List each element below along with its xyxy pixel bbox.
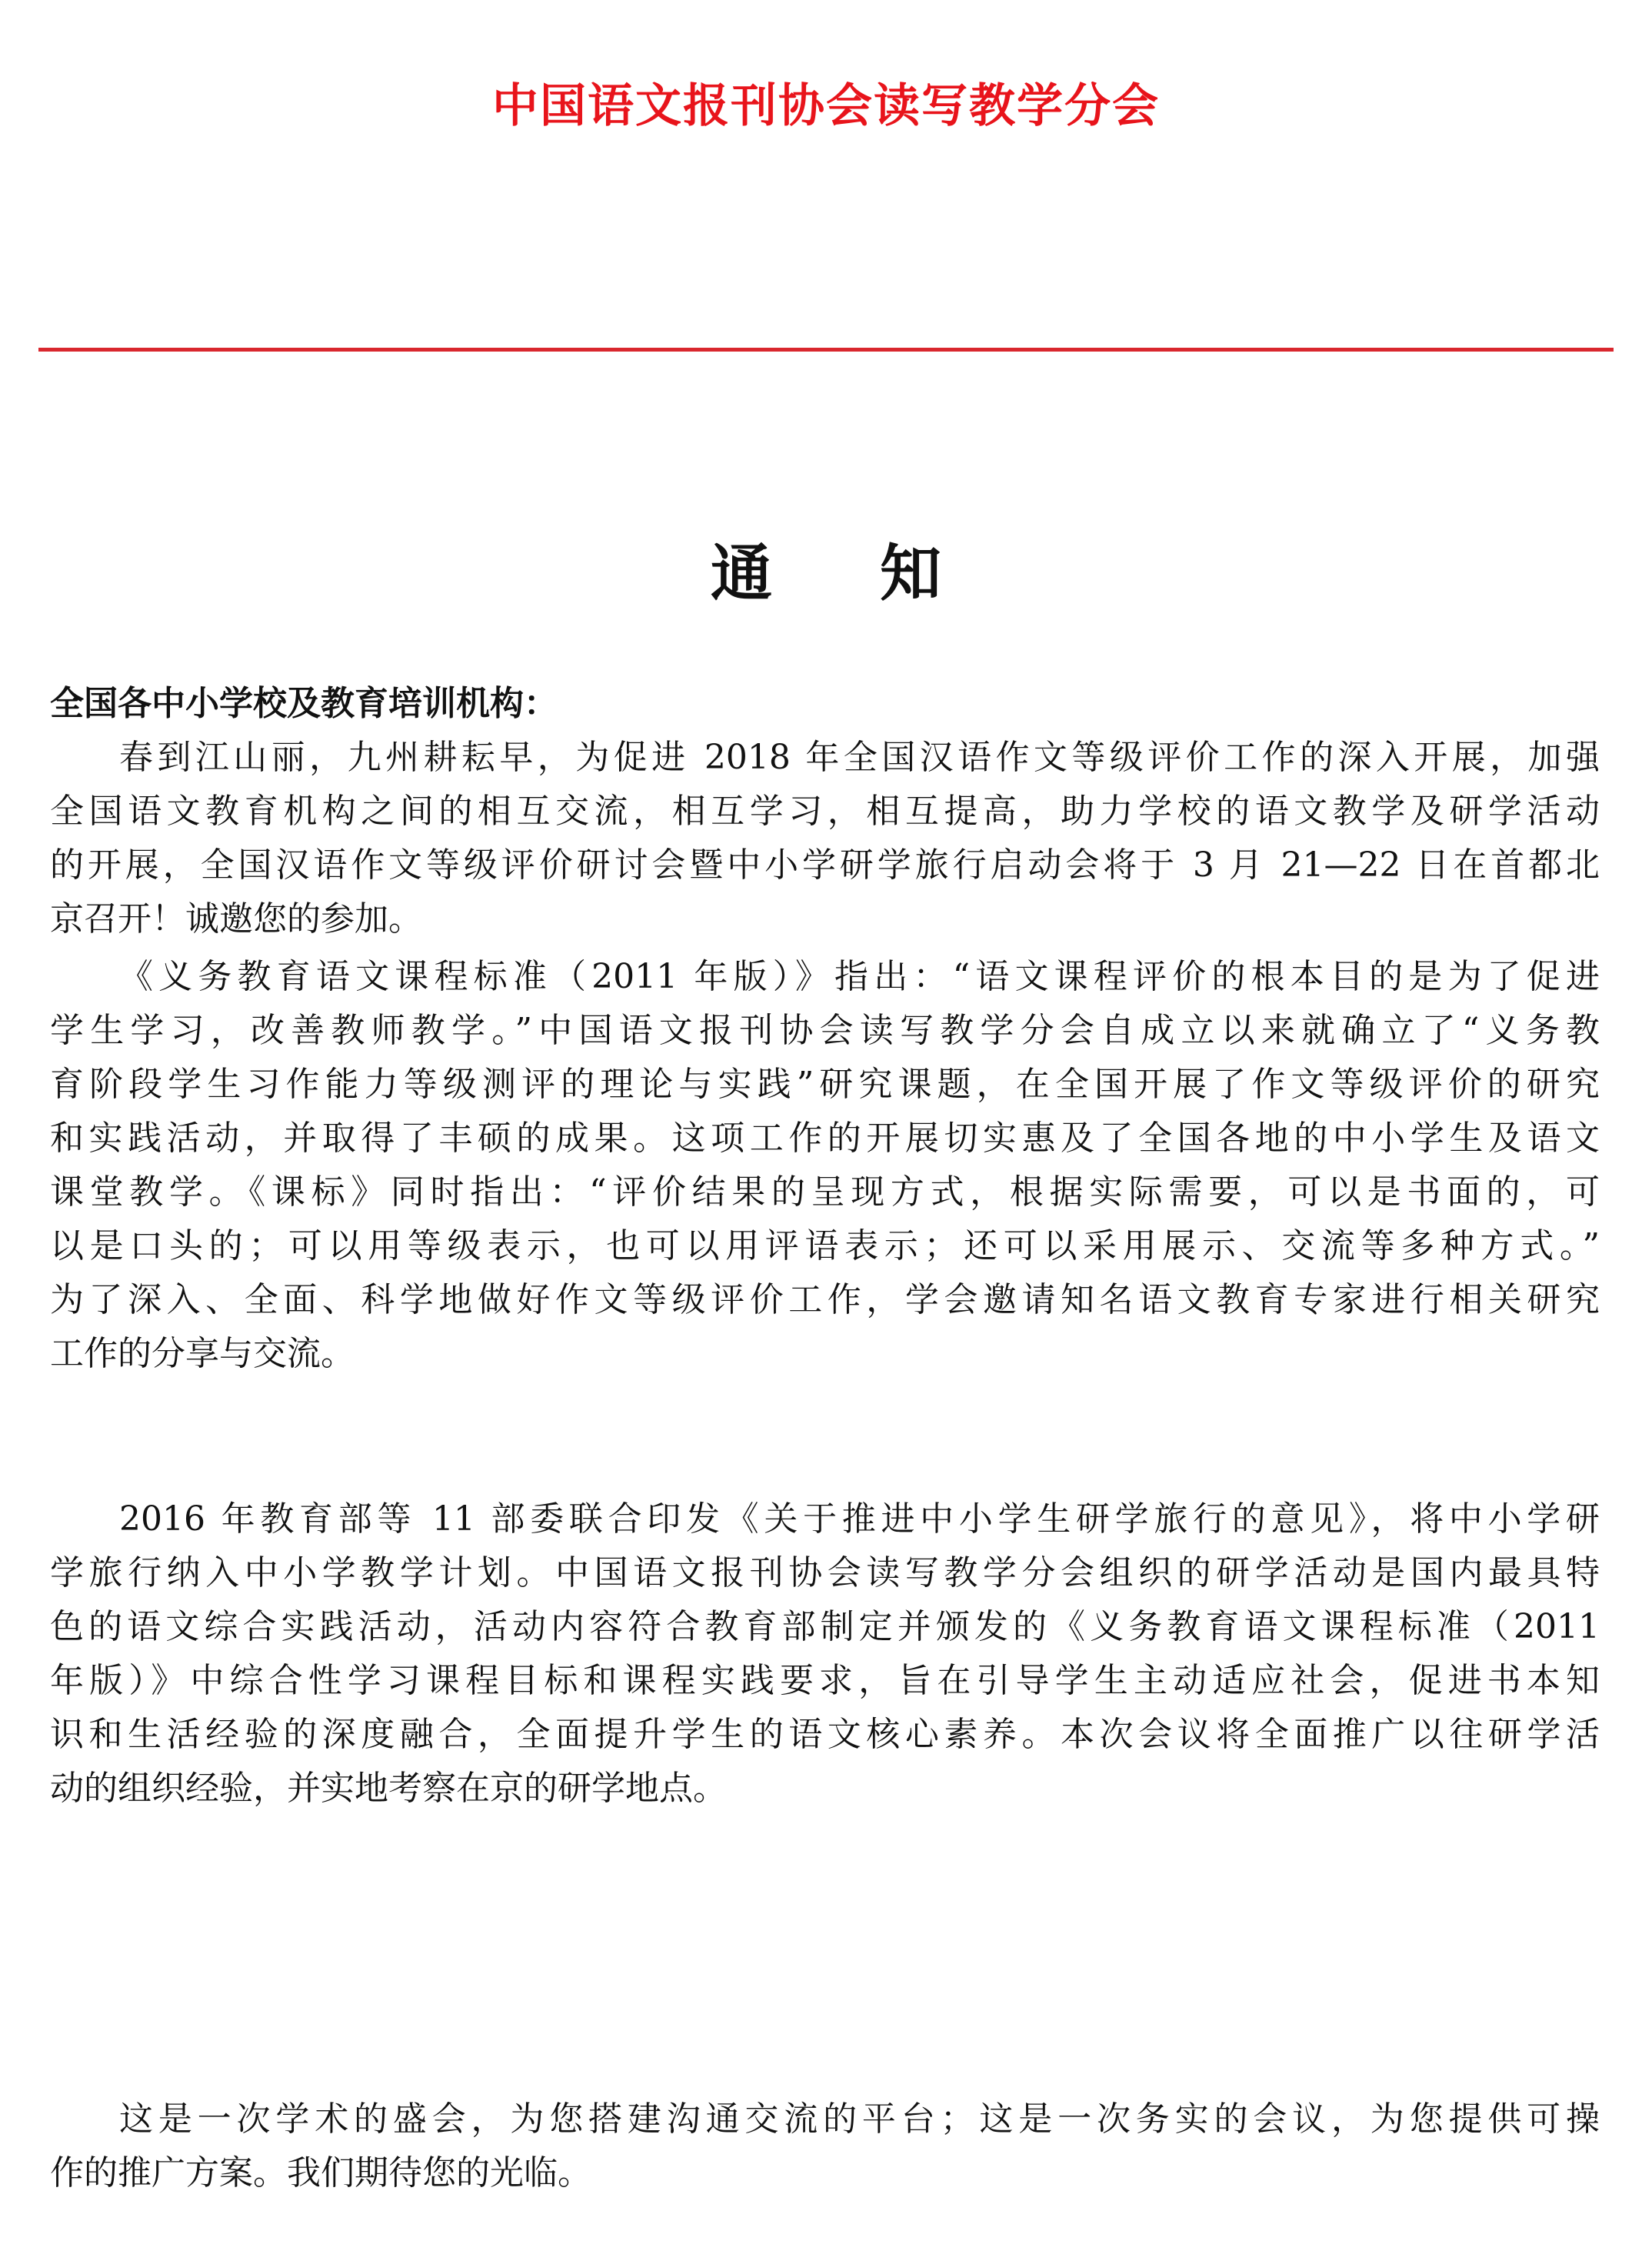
notice-title xyxy=(0,428,1652,505)
paragraph-line: 学生学习，改善教师教学。”中国语文报刊协会读写教学分会自成立以来就确立了“义务教 xyxy=(50,1011,1600,1050)
paragraph-line: 识和生活经验的深度融合，全面提升学生的语文核心素养。本次会议将全面推广以往研学活 xyxy=(50,1715,1600,1754)
red-divider-rule xyxy=(38,348,1614,352)
paragraph-line: 为了深入、全面、科学地做好作文等级评价工作，学会邀请知名语文教育专家进行相关研究 xyxy=(50,1280,1600,1319)
document-number xyxy=(0,268,1652,322)
body-paragraph-2 xyxy=(50,950,1600,1381)
salutation: 全国各中小学校及教育培训机构： xyxy=(50,684,558,723)
paragraph-line: 《义务教育语文课程标准（2011 年版）》指出：“语文课程评价的根本目的是为了促进 xyxy=(119,957,1600,996)
paragraph-line: 和实践活动，并取得了丰硕的成果。这项工作的开展切实惠及了全国各地的中小学生及语文 xyxy=(50,1119,1600,1158)
paragraph-line: 色的语文综合实践活动，活动内容符合教育部制定并颁发的《义务教育语文课程标准（2011 xyxy=(50,1607,1600,1646)
paragraph-line: 课堂教学。《课标》同时指出：“评价结果的呈现方式，根据实际需要，可以是书面的，可 xyxy=(50,1172,1600,1212)
notice-heading xyxy=(0,527,1652,619)
paragraph-line: 这是一次学术的盛会，为您搭建沟通交流的平台；这是一次务实的会议，为您提供可操 xyxy=(119,2099,1600,2139)
body-paragraph-1 xyxy=(50,731,1600,946)
paragraph-line: 育阶段学生习作能力等级测评的理论与实践”研究课题，在全国开展了作文等级评价的研究 xyxy=(50,1065,1600,1104)
paragraph-line: 2016 年教育部等 11 部委联合印发《关于推进中小学生研学旅行的意见》，将中小学研 xyxy=(119,1499,1600,1539)
paragraph-line: 京召开！诚邀您的参加。 xyxy=(50,899,422,939)
paragraph-line: 工作的分享与交流。 xyxy=(50,1334,355,1373)
paragraph-line: 年版）》中综合性学习课程目标和课程实践要求，旨在引导学生主动适应社会，促进书本知 xyxy=(50,1661,1600,1700)
paragraph-line: 动的组织经验，并实地考察在京的研学地点。 xyxy=(50,1769,727,1808)
body-paragraph-3 xyxy=(50,1492,1600,1816)
paragraph-line: 作的推广方案。我们期待您的光临。 xyxy=(50,2153,591,2193)
paragraph-line: 春到江山丽，九州耕耘早，为促进 2018 年全国汉语作文等级评价工作的深入开展，加强 xyxy=(119,738,1600,777)
paragraph-line: 全国语文教育机构之间的相互交流，相互学习，相互提高，助力学校的语文教学及研学活动 xyxy=(50,792,1600,831)
body-paragraph-4 xyxy=(50,2093,1600,2200)
paragraph-line: 的开展，全国汉语作文等级评价研讨会暨中小学研学旅行启动会将于 3 月 21—22 日在首都北 xyxy=(50,845,1600,885)
organization-header: 中国语文报刊协会读写教学分会 xyxy=(492,79,1160,133)
paragraph-line: 以是口头的；可以用等级表示，也可以用评语表示；还可以采用展示、交流等多种方式。” xyxy=(50,1226,1600,1266)
notice-heading-char-2: 知 xyxy=(880,537,941,609)
notice-heading-char-1: 通 xyxy=(711,537,772,609)
paragraph-line: 学旅行纳入中小学教学计划。中国语文报刊协会读写教学分会组织的研学活动是国内最具特 xyxy=(50,1553,1600,1592)
